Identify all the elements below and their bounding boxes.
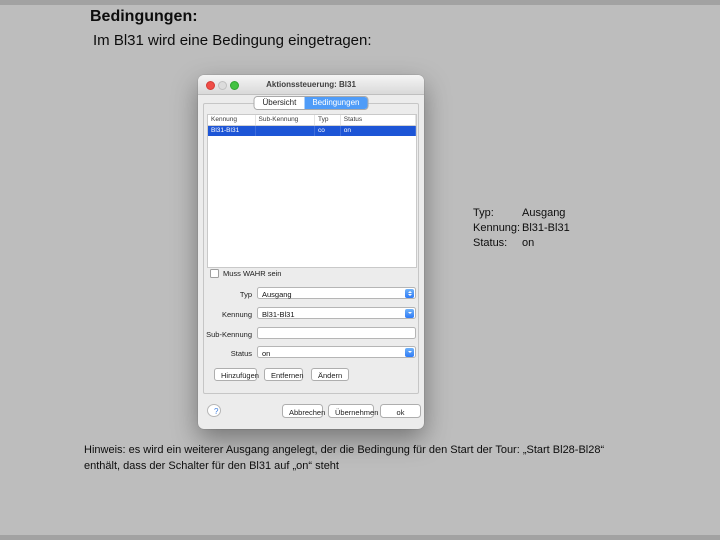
typ-select[interactable] <box>257 287 416 299</box>
status-value: on <box>262 348 271 358</box>
abbrechen-button[interactable]: Abbrechen <box>282 404 323 418</box>
stepper-icon[interactable] <box>405 289 414 298</box>
down-arrow-icon <box>408 312 412 314</box>
tab-bar <box>254 96 369 110</box>
cell-typ: co <box>315 126 341 136</box>
kennung-value: Bl31-Bl31 <box>262 309 295 319</box>
slide-bottom-border <box>0 535 720 540</box>
annotation-typ-value: Ausgang <box>522 207 566 220</box>
chevron-down-icon[interactable] <box>405 348 414 357</box>
annotation-typ-label: Typ: <box>473 207 494 220</box>
hinweis-note <box>84 443 674 474</box>
slide-top-border <box>0 0 720 5</box>
sub-kennung-input[interactable] <box>257 327 416 339</box>
column-header-typ[interactable]: Typ <box>315 115 341 125</box>
dialog-title: Aktionssteuerung: Bl31 <box>266 80 356 89</box>
help-button[interactable]: ? <box>207 404 221 417</box>
status-row <box>204 346 418 359</box>
aktionssteuerung-dialog <box>198 75 424 429</box>
ok-button[interactable]: ok <box>380 404 421 418</box>
slide-title: Bedingungen: <box>90 8 198 25</box>
conditions-table[interactable] <box>207 114 417 268</box>
checkbox-label: Muss WAHR sein <box>223 269 282 278</box>
sub-kennung-label: Sub-Kennung <box>206 330 252 339</box>
typ-value: Ausgang <box>262 289 292 299</box>
tab-bedingungen[interactable]: Bedingungen <box>304 97 367 109</box>
column-header-status[interactable]: Status <box>341 115 416 125</box>
column-header-sub-kennung[interactable]: Sub-Kennung <box>256 115 315 125</box>
tab-uebersicht[interactable]: Übersicht <box>255 97 305 109</box>
status-label: Status <box>230 349 252 358</box>
cell-sub-kennung <box>256 126 315 136</box>
cell-kennung: Bl31-Bl31 <box>208 126 256 136</box>
chevron-down-icon[interactable] <box>405 309 414 318</box>
entfernen-button[interactable]: Entfernen <box>264 368 303 381</box>
typ-row <box>204 287 418 300</box>
muss-wahr-sein-checkbox[interactable] <box>210 269 219 278</box>
annotation-status-value: on <box>522 236 535 249</box>
slide-subtitle: Im Bl31 wird eine Bedingung eingetragen: <box>93 32 372 49</box>
kennung-select[interactable] <box>257 307 416 319</box>
dialog-titlebar[interactable] <box>198 75 424 95</box>
down-arrow-icon <box>408 294 412 296</box>
annotation-row-status <box>473 235 570 250</box>
aendern-button[interactable]: Ändern <box>311 368 349 381</box>
annotation-row-kennung <box>473 221 570 236</box>
status-select[interactable] <box>257 346 416 358</box>
kennung-row <box>204 307 418 320</box>
annotation-status-label: Status: <box>473 236 508 249</box>
up-arrow-icon <box>408 291 412 293</box>
kennung-label: Kennung <box>221 310 252 319</box>
annotation-kennung-value: Bl31-Bl31 <box>522 222 570 235</box>
annotation-kennung-label: Kennung: <box>473 222 521 235</box>
annotation-row-typ <box>473 206 570 221</box>
annotation-block <box>473 206 570 250</box>
hinweis-line-2: enthält, dass der Schalter für den Bl31 auf „on“ steht <box>84 459 339 472</box>
cell-status: on <box>341 126 416 136</box>
typ-label: Typ <box>239 290 252 299</box>
hinweis-line-1: Hinweis: es wird ein weiterer Ausgang angelegt, der die Bedingung für den Start der Tour: „Start Bl28-Bl28“ <box>84 444 605 456</box>
down-arrow-icon <box>408 351 412 353</box>
uebernehmen-button[interactable]: Übernehmen <box>328 404 374 418</box>
bedingungen-panel <box>203 103 419 394</box>
column-header-kennung[interactable]: Kennung <box>208 115 256 125</box>
table-row[interactable] <box>208 126 416 136</box>
muss-wahr-sein-row <box>210 269 281 278</box>
table-header <box>208 115 416 126</box>
hinzufuegen-button[interactable]: Hinzufügen <box>214 368 257 381</box>
sub-kennung-row <box>204 327 418 340</box>
